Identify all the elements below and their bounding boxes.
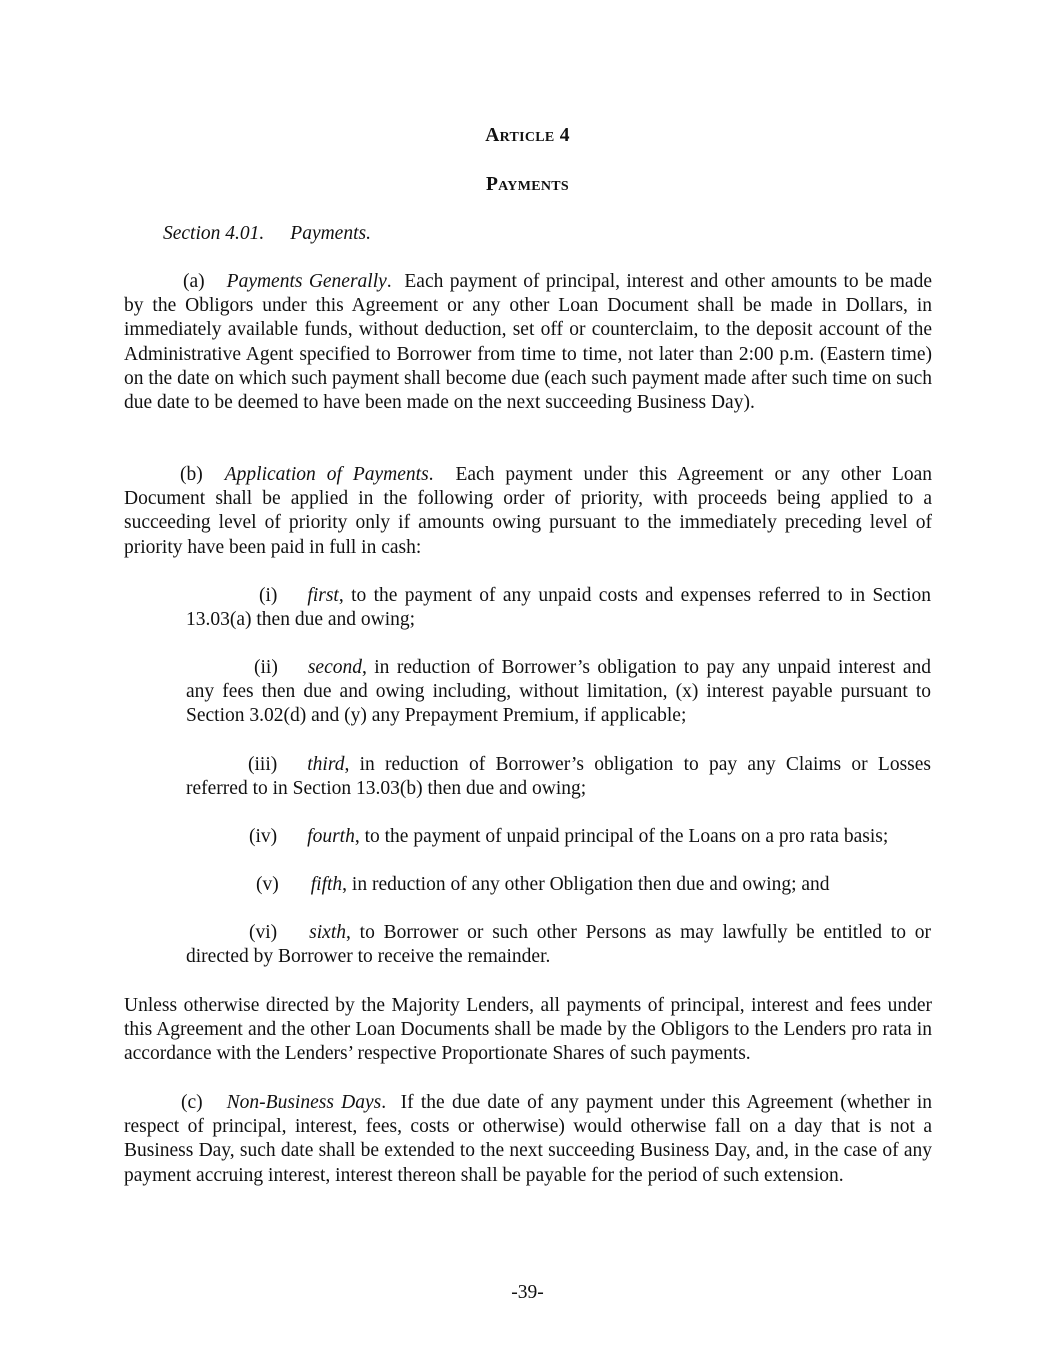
paragraph-c-heading: Non-Business Days: [226, 1092, 382, 1113]
section-number: Section 4.01.: [163, 223, 265, 244]
item-label: (iii): [248, 754, 278, 775]
paragraph-c: (c) Non-Business Days. If the due date of any payment under this Agreement (whether in respect of principal, interest, fees, costs or otherwise) would otherwise fall on a day that is not a Business Day, such date shall be extended to the next succeeding Business Day, and, in the case of any payment accruing interest, interest thereon shall be payable for the period of such extension.: [124, 1092, 933, 1186]
item-text: , to the payment of any unpaid costs and expenses referred to in Section 13.03(a) then due and owing;: [186, 585, 931, 631]
item-lead: fifth: [310, 874, 343, 895]
item-lead: fourth: [307, 826, 355, 847]
item-label: (i): [259, 585, 278, 606]
paragraph-unless: Unless otherwise directed by the Majority Lenders, all payments of principal, interest and fees under this Agreement and the other Loan Documents shall be made by the Obligors to the Lenders pro rata in accordance with the Lenders’ respective Proportionate Shares of such payments.: [124, 995, 932, 1065]
paragraph-c-label: (c): [181, 1092, 203, 1113]
item-lead: second: [307, 657, 362, 678]
item-text: , to Borrower or such other Persons as may lawfully be entitled to or directed by Borrower to receive the remainder.: [186, 922, 931, 968]
paragraph-c-text: If the due date of any payment under this Agreement (whether in respect of principal, interest, fees, costs or otherwise) would otherwise fall on a day that is not a Business Day, such date shall be extended to the next succeeding Business Day, and, in the case of any payment accruing interest, interest thereon shall be payable for the period of such extension.: [124, 1092, 933, 1186]
list-item: [186, 584, 931, 632]
item-label: (iv): [249, 826, 278, 847]
item-text: , in reduction of Borrower’s obligation to pay any unpaid interest and any fees then due and owing including, without limitation, (x) interest payable pursuant to Section 3.02(d) and (y) any Prepayment Premium, if applicable;: [186, 657, 931, 727]
list-item: [186, 825, 931, 849]
list-item: [186, 656, 931, 729]
item-text: , in reduction of Borrower’s obligation to pay any Claims or Losses referred to in Section 13.03(b) then due and owing;: [186, 754, 931, 800]
paragraph-a-label: (a): [183, 271, 205, 292]
item-label: (v): [256, 874, 279, 895]
item-lead: third: [307, 754, 345, 775]
item-label: (ii): [254, 657, 278, 678]
paragraph-b-label: (b): [180, 464, 203, 485]
paragraph-a-text: Each payment of principal, interest and other amounts to be made by the Obligors under this Agreement or any other Loan Document shall be made in Dollars, in immediately available funds, without deduction, set off or counterclaim, to the deposit account of the Administrative Agent specified to Borrower from time to time, not later than 2:00 p.m. (Eastern time) on the date on which such payment shall become due (each such payment made after such time on such due date to be deemed to have been made on the next succeeding Business Day).: [124, 271, 932, 414]
paragraph-a-heading: Payments Generally: [226, 271, 387, 292]
paragraph-a: (a) Payments Generally. Each payment of principal, interest and other amounts to be made by the Obligors under this Agreement or any other Loan Document shall be made in Dollars, in immediately available funds, without deduction, set off or counterclaim, to the deposit account of the Administrative Agent specified to Borrower from time to time, not later than 2:00 p.m. (Eastern time) on the date on which such payment shall become due (each such payment made after such time on such due date to be deemed to have been made on the next succeeding Business Day).: [124, 271, 932, 414]
item-label: (vi): [249, 922, 278, 943]
article-number: Article 4: [485, 125, 570, 146]
paragraph-b-text: Each payment under this Agreement or any other Loan Document shall be applied in the following order of priority, with proceeds being applied to a succeeding level of priority only if amounts owing pursuant to the immediately preceding level of priority have been paid in full in cash:: [124, 464, 932, 558]
article-title: Payments: [485, 174, 570, 195]
item-lead: first: [307, 585, 339, 606]
item-text: , to the payment of unpaid principal of the Loans on a pro rata basis;: [354, 826, 889, 847]
item-text: , in reduction of any other Obligation then due and owing; and: [342, 874, 830, 895]
page-number: -39-: [511, 1282, 544, 1303]
section-heading: [163, 222, 763, 246]
item-lead: sixth: [309, 922, 346, 943]
list-item: [186, 753, 931, 801]
section-title: Payments.: [290, 223, 371, 244]
list-item: [186, 873, 931, 897]
list-item: [186, 921, 931, 969]
paragraph-b-heading: Application of Payments: [224, 464, 429, 485]
paragraph-b: (b) Application of Payments. Each payment under this Agreement or any other Loan Document shall be applied in the following order of priority, with proceeds being applied to a succeeding level of priority only if amounts owing pursuant to the immediately preceding level of priority have been paid in full in cash:: [124, 464, 932, 558]
